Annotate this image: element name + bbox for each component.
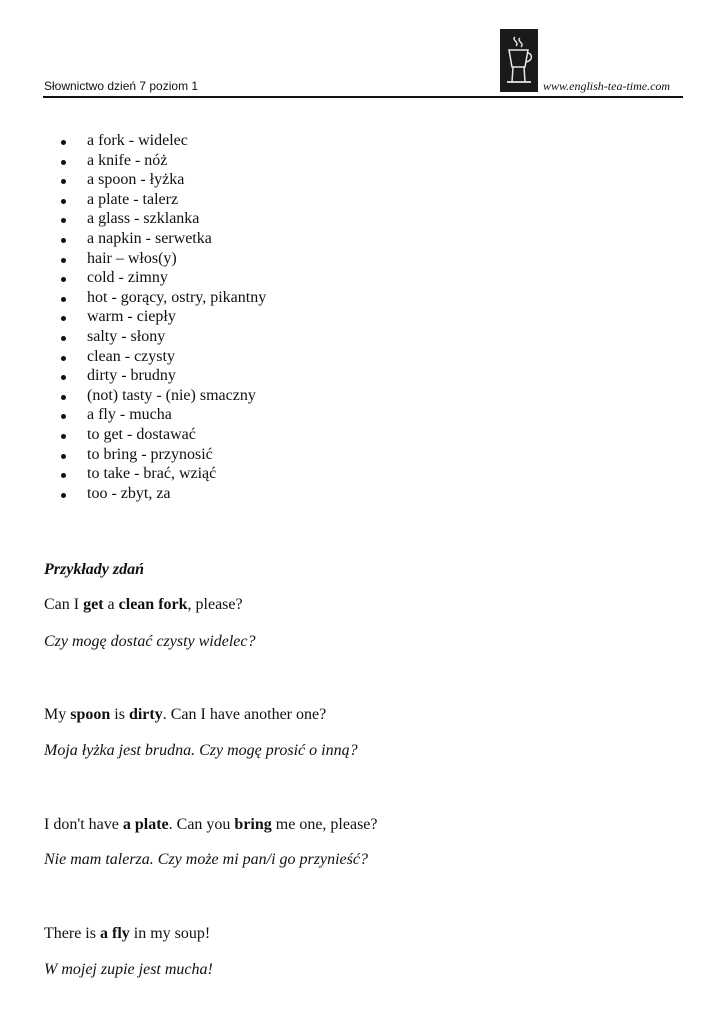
vocabulary-item (61, 327, 266, 347)
highlighted-word: a plate (122, 816, 169, 833)
sentence-fragment: me one, please? (271, 816, 378, 833)
document-title: Słownictwo dzień 7 poziom 1 (44, 79, 199, 93)
bullet-icon (61, 238, 66, 243)
bullet-icon (61, 395, 66, 400)
vocabulary-item (61, 366, 266, 386)
vocabulary-item (61, 425, 266, 445)
vocabulary-text: salty - słony (87, 327, 166, 345)
example-sentence (44, 596, 243, 614)
vocabulary-item (61, 386, 266, 406)
bullet-icon (61, 454, 66, 459)
vocabulary-text: clean - czysty (87, 347, 175, 365)
bullet-icon (61, 375, 66, 380)
sentence-fragment: a (103, 596, 119, 613)
teacup-logo-icon (500, 29, 538, 92)
vocabulary-item (61, 131, 266, 151)
bullet-icon (61, 160, 66, 165)
vocabulary-text: cold - zimny (87, 269, 168, 287)
bullet-icon (61, 414, 66, 419)
bullet-icon (61, 297, 66, 302)
example-translation: Czy mogę dostać czysty widelec? (44, 633, 256, 650)
vocabulary-item (61, 170, 266, 190)
bullet-icon (61, 493, 66, 498)
sentence-fragment: in my soup! (129, 925, 211, 942)
vocabulary-item (61, 249, 266, 269)
vocabulary-item (61, 190, 266, 210)
vocabulary-item (61, 268, 266, 288)
highlighted-word: dirty (128, 706, 163, 723)
vocabulary-text: warm - ciepły (87, 308, 176, 326)
header-divider (43, 96, 683, 98)
vocabulary-text: to bring - przynosić (87, 445, 213, 463)
vocabulary-text: a knife - nóż (87, 151, 168, 169)
bullet-icon (61, 140, 66, 145)
sentence-fragment: . Can you (168, 816, 235, 833)
bullet-icon (61, 179, 66, 184)
bullet-icon (61, 277, 66, 282)
bullet-icon (61, 473, 66, 478)
vocabulary-list (61, 131, 266, 503)
example-translation: Nie mam talerza. Czy może mi pan/i go przynieść? (44, 851, 368, 868)
vocabulary-item (61, 229, 266, 249)
examples-heading: Przykłady zdań (44, 561, 144, 578)
vocabulary-text: a plate - talerz (87, 190, 179, 208)
example-sentence (44, 816, 378, 834)
vocabulary-text: dirty - brudny (87, 367, 176, 385)
vocabulary-item (61, 288, 266, 308)
vocabulary-text: to take - brać, wziąć (87, 465, 217, 483)
vocabulary-item (61, 484, 266, 504)
example-sentence (44, 925, 210, 943)
highlighted-word: get (83, 596, 104, 613)
vocabulary-item (61, 464, 266, 484)
bullet-icon (61, 434, 66, 439)
vocabulary-text: to get - dostawać (87, 425, 196, 443)
vocabulary-text: a fly - mucha (87, 406, 172, 424)
vocabulary-item (61, 347, 266, 367)
vocabulary-text: a fork - widelec (87, 132, 188, 149)
highlighted-word: bring (234, 816, 272, 833)
sentence-fragment: I don't have (44, 816, 123, 833)
sentence-fragment: My (44, 706, 71, 723)
bullet-icon (61, 336, 66, 341)
sentence-fragment: Can I (44, 596, 84, 613)
vocabulary-item (61, 209, 266, 229)
highlighted-word: clean fork (118, 596, 188, 613)
vocabulary-text: too - zbyt, za (87, 484, 171, 502)
bullet-icon (61, 316, 66, 321)
website-link[interactable]: www.english-tea-time.com (543, 79, 671, 93)
highlighted-word: spoon (70, 706, 111, 723)
vocabulary-item (61, 307, 266, 327)
vocabulary-text: (not) tasty - (nie) smaczny (87, 386, 256, 404)
vocabulary-text: hot - gorący, ostry, pikantny (87, 288, 267, 306)
sentence-fragment: , please? (187, 596, 243, 613)
example-translation: Moja łyżka jest brudna. Czy mogę prosić o inną? (44, 742, 358, 759)
vocabulary-text: a spoon - łyżka (87, 171, 185, 189)
highlighted-word: a fly (99, 925, 130, 942)
bullet-icon (61, 199, 66, 204)
vocabulary-text: a glass - szklanka (87, 210, 200, 228)
sentence-fragment: There is (44, 925, 100, 942)
vocabulary-text: a napkin - serwetka (87, 229, 212, 247)
bullet-icon (61, 258, 66, 263)
vocabulary-text: hair – włos(y) (87, 249, 177, 267)
example-translation: W mojej zupie jest mucha! (44, 961, 213, 978)
sentence-fragment: is (110, 706, 129, 723)
bullet-icon (61, 356, 66, 361)
vocabulary-item (61, 405, 266, 425)
bullet-icon (61, 218, 66, 223)
vocabulary-item (61, 445, 266, 465)
vocabulary-item (61, 151, 266, 171)
sentence-fragment: . Can I have another one? (162, 706, 327, 723)
example-sentence (44, 706, 326, 724)
